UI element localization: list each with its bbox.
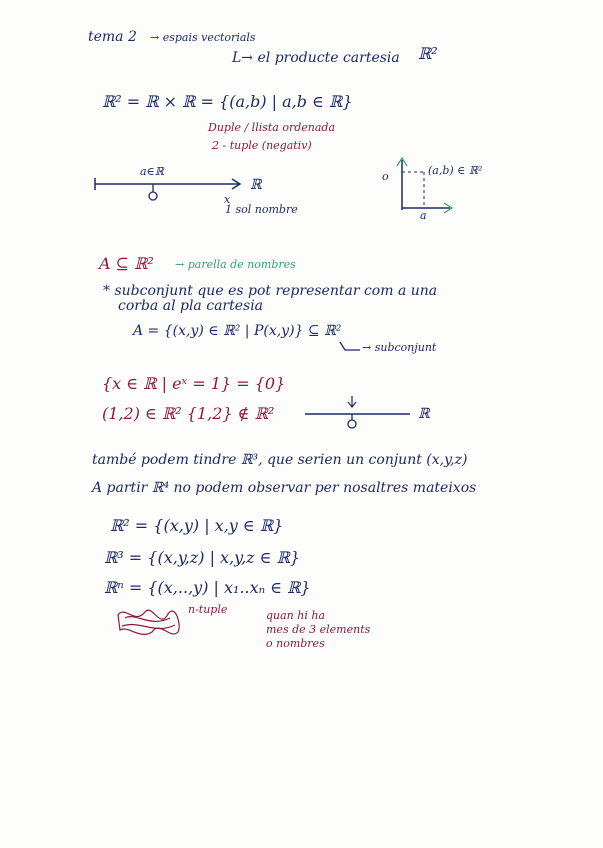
r-axis-label: ℝ <box>250 177 262 193</box>
duple-note: Duple / llista ordenada <box>208 121 336 134</box>
example-1: {x ∈ ℝ | eˣ = 1} = {0} <box>102 374 286 393</box>
a-in-r-label: a∈ℝ <box>140 165 164 178</box>
subconjunt-label: → subconjunt <box>362 341 437 354</box>
note-nombres: o nombres <box>266 637 325 650</box>
r2-set-def: ℝ² = {(x,y) | x,y ∈ ℝ} <box>110 516 284 535</box>
tema-label: tema 2 <box>88 29 137 45</box>
example-2: (1,2) ∈ ℝ² {1,2} ∉ ℝ² <box>102 404 275 423</box>
example-line-label: ℝ <box>418 406 430 422</box>
note-mes: mes de 3 elements <box>266 623 371 636</box>
sol-nombre-label: 1 sol nombre <box>225 203 298 216</box>
espais-arrow-label: → espais vectorials <box>150 31 256 44</box>
subconjunt-bullet-2: corba al pla cartesia <box>118 298 264 314</box>
tuple-note: 2 - tuple (negativ) <box>212 139 312 152</box>
parella-label: → parella de nombres <box>175 258 296 271</box>
x-mark: x <box>224 193 231 206</box>
note-quan: quan hi ha <box>266 609 326 622</box>
ntuple-label: n-tuple <box>188 603 228 616</box>
scribble-doodle <box>118 610 179 634</box>
a-subset-r2: A ⊆ ℝ² <box>99 254 154 273</box>
point-ab-label: (a,b) ∈ ℝ² <box>428 164 483 177</box>
a-partir-line: A partir ℝ⁴ no podem observar per nosaltres mateixos <box>92 480 477 496</box>
r2-header: ℝ² <box>418 44 438 63</box>
rn-set-def: ℝⁿ = {(x,..,y) | x₁..xₙ ∈ ℝ} <box>104 578 311 597</box>
tambe-line: també podem tindre ℝ³, que serien un conjunt (x,y,z) <box>92 452 468 468</box>
a-axis-label: a <box>420 209 427 222</box>
r2-definition: ℝ² = ℝ × ℝ = {(a,b) | a,b ∈ ℝ} <box>102 92 353 111</box>
r3-set-def: ℝ³ = {(x,y,z) | x,y,z ∈ ℝ} <box>104 548 301 567</box>
producte-cartesia-label: L→ el producte cartesia <box>232 50 400 66</box>
a-definition: A = {(x,y) ∈ ℝ² | P(x,y)} ⊆ ℝ² <box>133 323 342 339</box>
point-marker <box>149 192 157 200</box>
origin-label: o <box>382 170 389 183</box>
subconjunt-bullet-1: * subconjunt que es pot representar com a una <box>103 283 438 299</box>
